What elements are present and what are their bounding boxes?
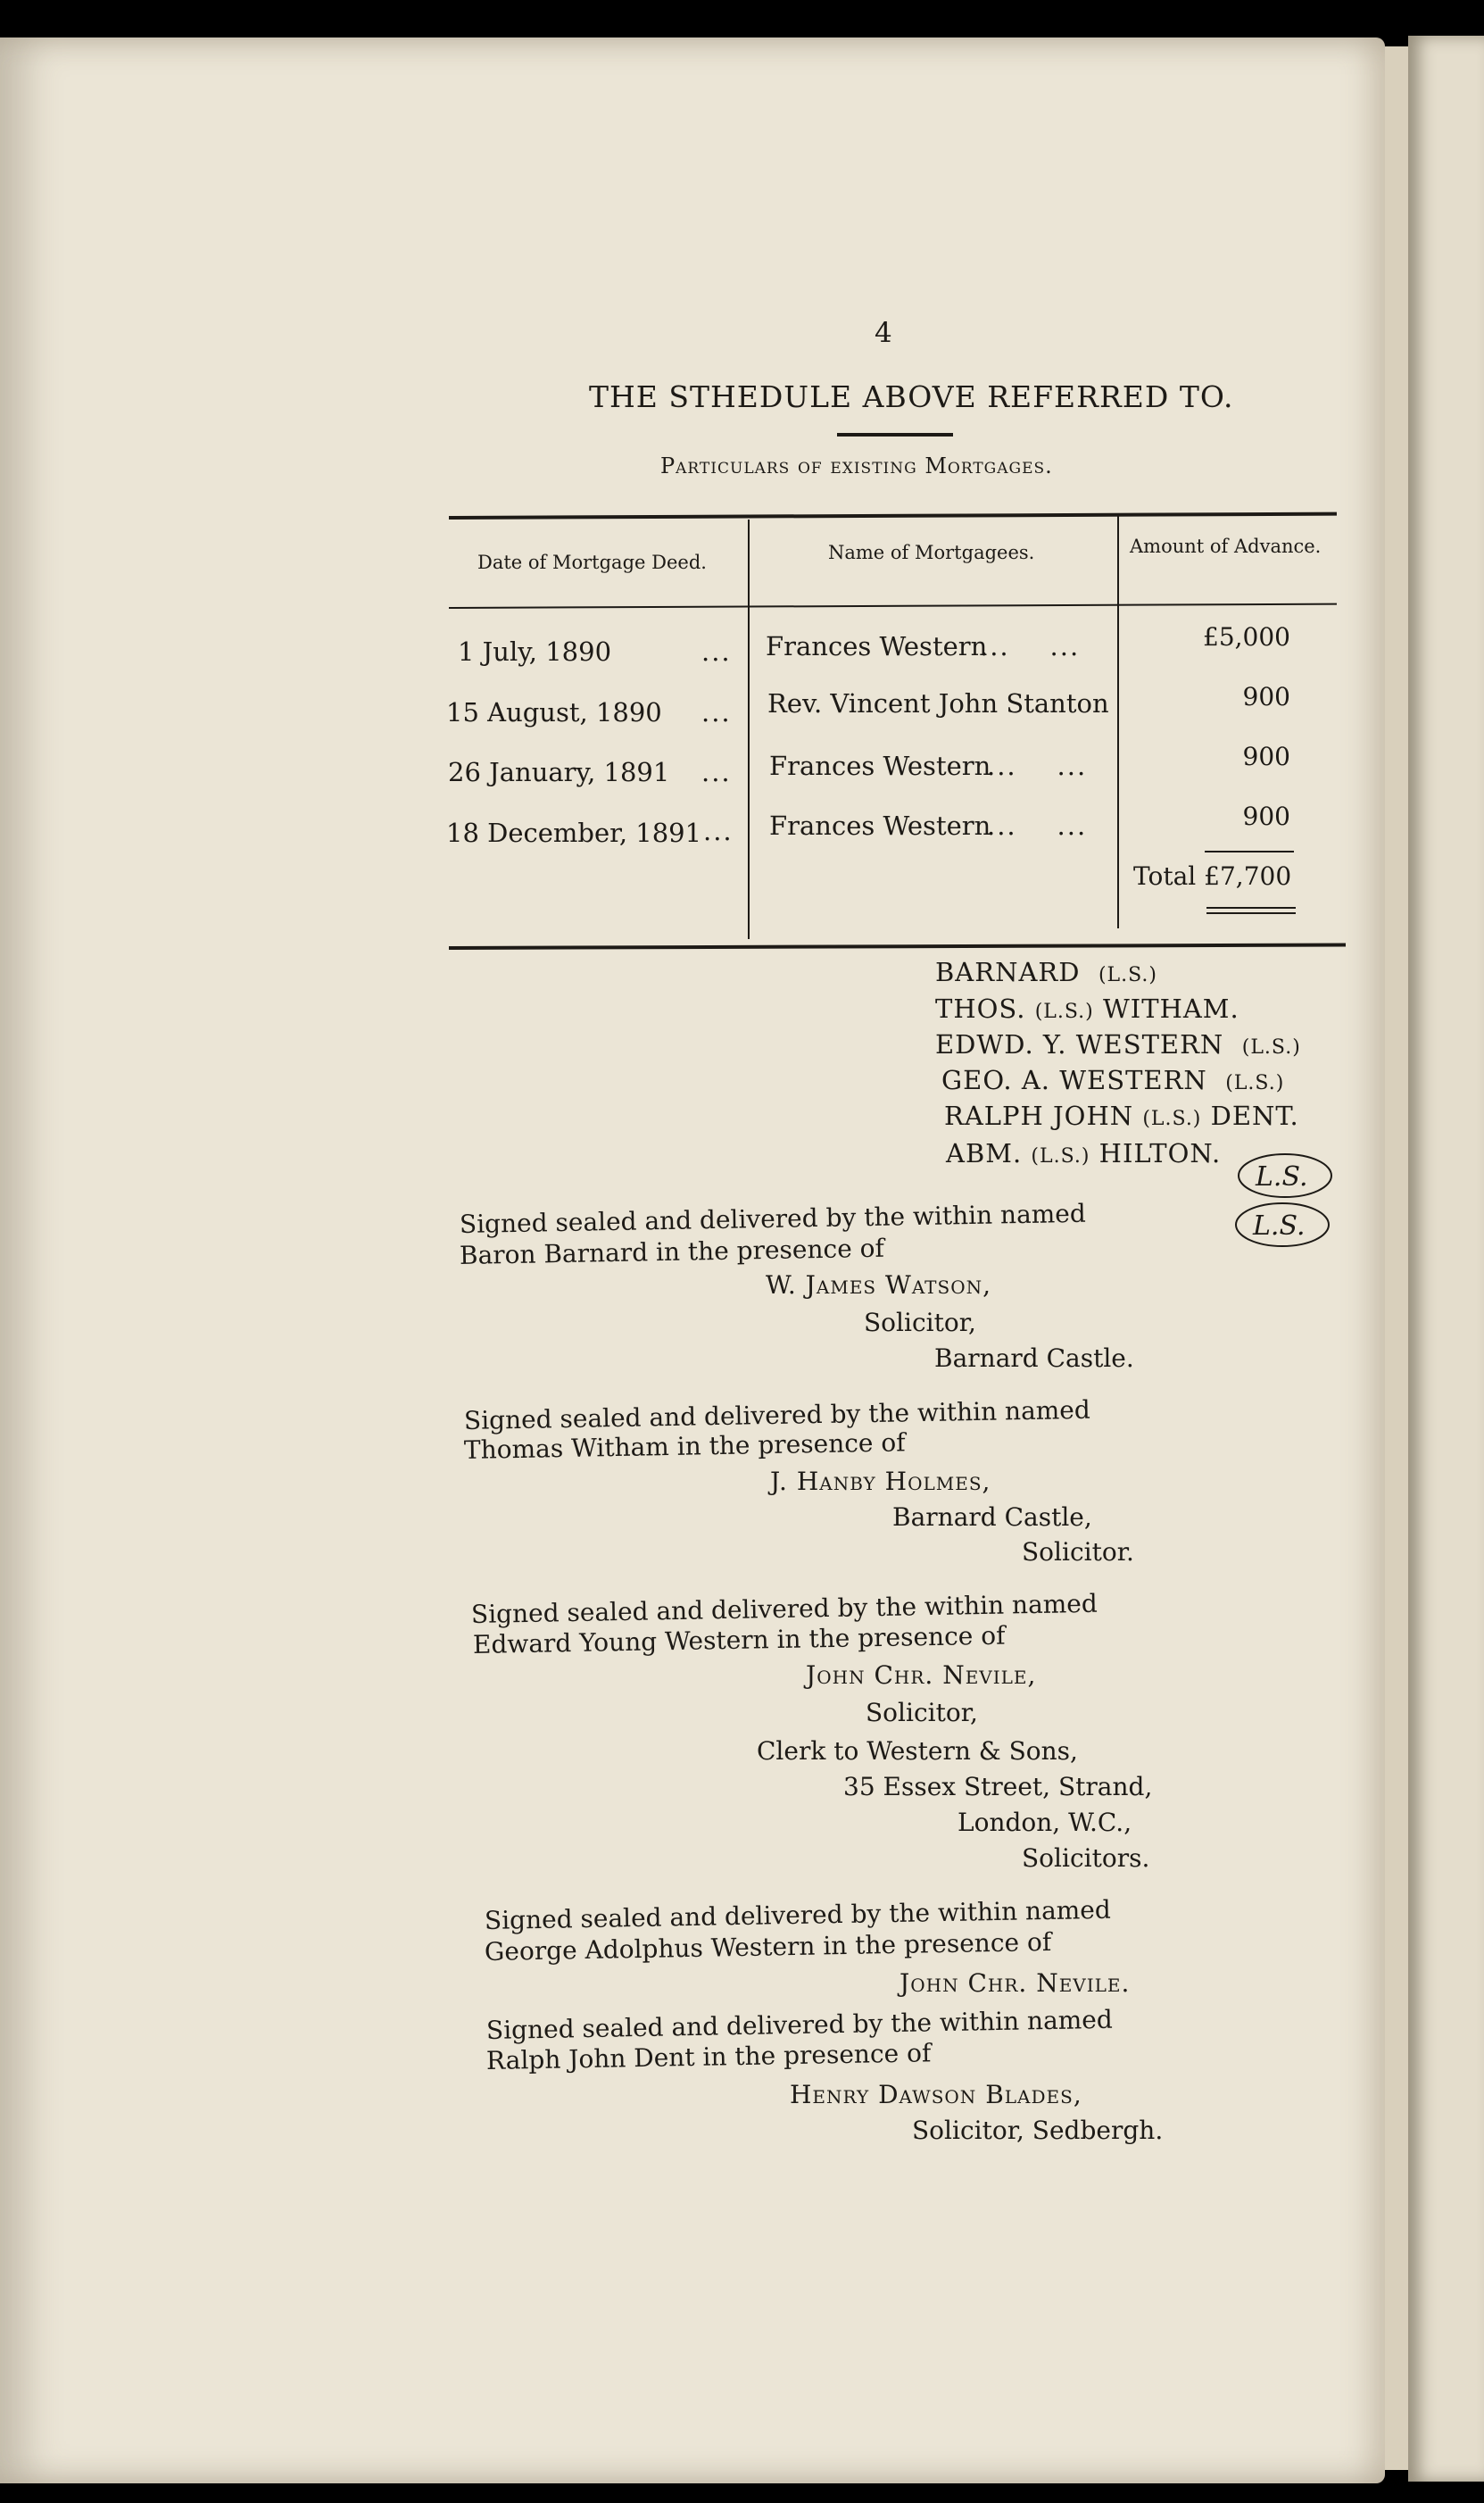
header-amount: Amount of Advance. [1130,536,1322,557]
seal-mark [1233,1201,1331,1250]
witness-name: W. James Watson, [766,1270,991,1300]
row-date: 15 August, 1890 [446,697,662,728]
signature-line: GEO. A. WESTERN (L.S.) [941,1065,1285,1095]
row-name-dots: ... ... [987,811,1088,841]
row-date-dots: ... [701,636,732,667]
signature-line: BARNARD (L.S.) [935,957,1157,987]
page-number: 4 [875,317,892,349]
header-date: Date of Mortgage Deed. [477,552,707,573]
total-rule-double-1 [1206,907,1296,909]
total-label: Total [1133,861,1197,891]
attestation-line: Signed sealed and delivered by the within named [485,2004,1114,2045]
total-value: £7,700 [1204,861,1292,891]
adjacent-page-strip [1408,36,1484,2482]
row-date: 18 December, 1891 [446,818,702,848]
witness-detail: Solicitor, [866,1698,978,1727]
total-rule-top [1205,851,1294,852]
schedule-subheading: Particulars of existing Mortgages. [660,453,1053,478]
total-row [1133,861,1291,891]
row-amount: 900 [1242,802,1290,831]
signature-line: THOS. (L.S.) WITHAM. [935,994,1239,1024]
row-name: Frances Western [766,631,988,661]
attestation-line: Signed sealed and delivered by the within named [459,1198,1087,1239]
row-amount: 900 [1242,742,1290,771]
witness-detail: London, W.C., [958,1808,1132,1837]
table-col-divider-1 [748,520,750,939]
row-amount: £5,000 [1203,622,1290,652]
page-edge [1385,46,1408,2470]
row-date: 26 January, 1891 [448,757,670,787]
row-date-dots: ... [701,697,732,728]
total-rule-double-2 [1206,912,1296,914]
row-name-dots: ... ... [987,751,1088,781]
row-name: Rev. Vincent John Stanton [767,688,1109,719]
witness-name: J. Hanby Holmes, [770,1467,991,1496]
seal-mark [1236,1152,1334,1201]
row-name: Frances Western [769,811,991,841]
signature-line: RALPH JOHN (L.S.) DENT. [944,1101,1299,1131]
attestation-line: Thomas Witham in the presence of [463,1427,906,1465]
attestation-line: Edward Young Western in the presence of [472,1620,1006,1659]
attestation-line: Signed sealed and delivered by the within named [463,1394,1091,1435]
witness-detail: Clerk to Western & Sons, [757,1736,1078,1766]
signature-line: ABM. (L.S.) HILTON. [946,1138,1222,1168]
witness-detail: Solicitor, [864,1308,976,1337]
row-date: 1 July, 1890 [458,636,612,667]
witness-name: John Chr. Nevile, [806,1660,1037,1690]
witness-detail: Solicitors. [1022,1843,1150,1873]
attestation-line: Signed sealed and delivered by the within named [470,1588,1098,1629]
table-col-divider-2 [1117,516,1119,928]
attestation-line: Baron Barnard in the presence of [459,1233,885,1270]
row-name-dots: ... ... [980,631,1081,661]
heading-rule [837,433,953,437]
witness-name: Henry Dawson Blades, [790,2080,1082,2109]
witness-detail: 35 Essex Street, Strand, [843,1772,1153,1801]
row-name: Frances Western [769,751,991,781]
witness-detail: Barnard Castle, [892,1502,1092,1532]
svg-text:L.S.: L.S. [1256,1161,1308,1193]
witness-detail: Solicitor. [1022,1537,1134,1567]
witness-name: John Chr. Nevile. [900,1968,1131,1998]
witness-detail: Solicitor, Sedbergh. [912,2116,1164,2145]
row-date-dots: ... [701,757,732,787]
svg-text:L.S.: L.S. [1253,1210,1306,1242]
header-name: Name of Mortgagees. [828,542,1035,563]
signature-line: EDWD. Y. WESTERN (L.S.) [935,1029,1301,1060]
attestation-line: George Adolphus Western in the presence of [484,1926,1052,1967]
attestation-line: Signed sealed and delivered by the within named [484,1894,1112,1935]
row-date-dots: ... [703,816,734,846]
attestation-line: Ralph John Dent in the presence of [485,2038,932,2075]
row-amount: 900 [1242,682,1290,711]
witness-detail: Barnard Castle. [934,1343,1134,1373]
